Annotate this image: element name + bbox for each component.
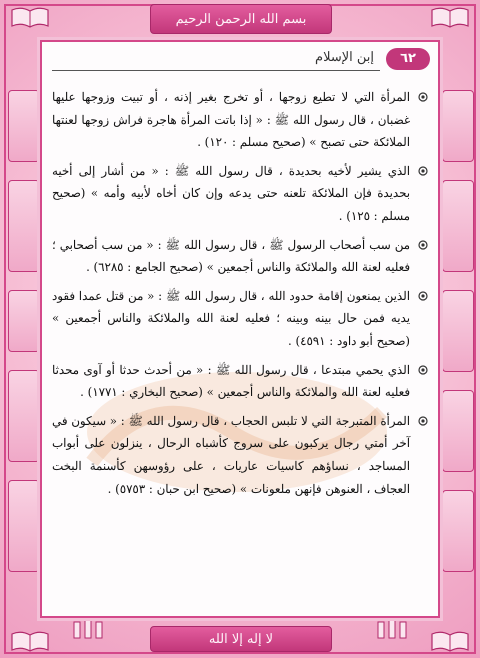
open-book-icon bbox=[430, 630, 470, 652]
right-ornament-strip bbox=[440, 40, 474, 618]
calligraphy-panel bbox=[8, 180, 40, 272]
calligraphy-panel bbox=[8, 90, 40, 162]
calligraphy-panel bbox=[442, 180, 474, 272]
calligraphy-panel bbox=[442, 90, 474, 162]
bullet-icon bbox=[418, 365, 428, 375]
calligraphy-panel bbox=[442, 390, 474, 472]
bullet-icon bbox=[418, 92, 428, 102]
list-item bbox=[52, 359, 428, 404]
open-book-icon bbox=[430, 6, 470, 28]
open-book-icon bbox=[10, 630, 50, 652]
list-item bbox=[52, 285, 428, 353]
shahada-banner bbox=[150, 626, 332, 652]
paragraph-text: من سب أصحاب الرسول ﷺ ، قال رسول الله ﷺ : « من سب أصحابي ؛ فعليه لعنة الله والملائكة والناس أجمعين » (صحيح الجامع : ٦٢٨٥) . bbox=[52, 237, 410, 275]
kaaba-panel bbox=[8, 290, 40, 352]
paragraph-text: الذي يشير لأخيه بحديدة ، قال رسول الله ﷺ : « من أشار إلى أخيه بحديدة فإن الملائكة تلعنه حتى يدعه وإن كان أخاه لأبيه وأمه » (صحيح مسلم : ١٢٥) . bbox=[52, 163, 410, 223]
mosque-panel bbox=[8, 480, 40, 572]
book-title: إبن الإسلام bbox=[315, 50, 374, 65]
bullet-icon bbox=[418, 166, 428, 176]
paragraph-text: المرأة المتبرجة التي لا تلبس الحجاب ، قال رسول الله ﷺ : « سيكون في آخر أمتي رجال يركبون على سروج كأشباه الرحال ، ينزلون على أبواب المساجد ، نساؤهم كاسيات عاريات ، على رؤوسهن كأسنمة البخت العجاف ، العنوهن فإنهن ملعونات » (صحيح ابن حبان : ٥٧٥٣) . bbox=[52, 413, 410, 496]
left-ornament-strip bbox=[6, 40, 40, 618]
header-divider bbox=[52, 70, 380, 71]
shahada-text: لا إله إلا الله bbox=[208, 631, 274, 647]
list-item bbox=[52, 234, 428, 279]
bullet-icon bbox=[418, 416, 428, 426]
page-number: ٦٢ bbox=[386, 48, 430, 70]
calligraphy-panel bbox=[8, 370, 40, 462]
paragraph-text: المرأة التي لا تطيع زوجها ، أو تخرج بغير إذنه ، أو تبيت وزوجها عليها غضبان ، قال رسول الله ﷺ : « إذا باتت المرأة هاجرة فراش زوجها لعنتها الملائكة حتى تصبح » (صحيح مسلم : ١٢٠) . bbox=[52, 90, 410, 150]
calligraphy-panel bbox=[442, 290, 474, 372]
content-panel bbox=[40, 40, 440, 618]
open-book-icon bbox=[10, 6, 50, 28]
list-item bbox=[52, 160, 428, 228]
basmala-text: بسم الله الرحمن الرحيم bbox=[175, 11, 307, 27]
list-item bbox=[52, 86, 428, 154]
list-item bbox=[52, 410, 428, 500]
basmala-banner bbox=[150, 4, 332, 34]
text-body bbox=[52, 86, 428, 608]
bullet-icon bbox=[418, 240, 428, 250]
mosque-panel bbox=[442, 490, 474, 572]
bullet-icon bbox=[418, 291, 428, 301]
paragraph-text: الذي يحمي مبتدعا ، قال رسول الله ﷺ : « من أحدث حدثا أو آوى محدثا فعليه لعنة الله والملائكة والناس أجمعين » (صحيح البخاري : ١٧٧١) . bbox=[52, 362, 410, 400]
page-header bbox=[42, 42, 438, 76]
paragraph-text: الذين يمنعون إقامة حدود الله ، قال رسول الله ﷺ : « من قتل عمدا فقود يديه فمن حال بينه وبينه ؛ فعليه لعنة الله والملائكة والناس أجمعين » (صحيح أبو داود : ٤٥٩١) . bbox=[52, 288, 410, 348]
